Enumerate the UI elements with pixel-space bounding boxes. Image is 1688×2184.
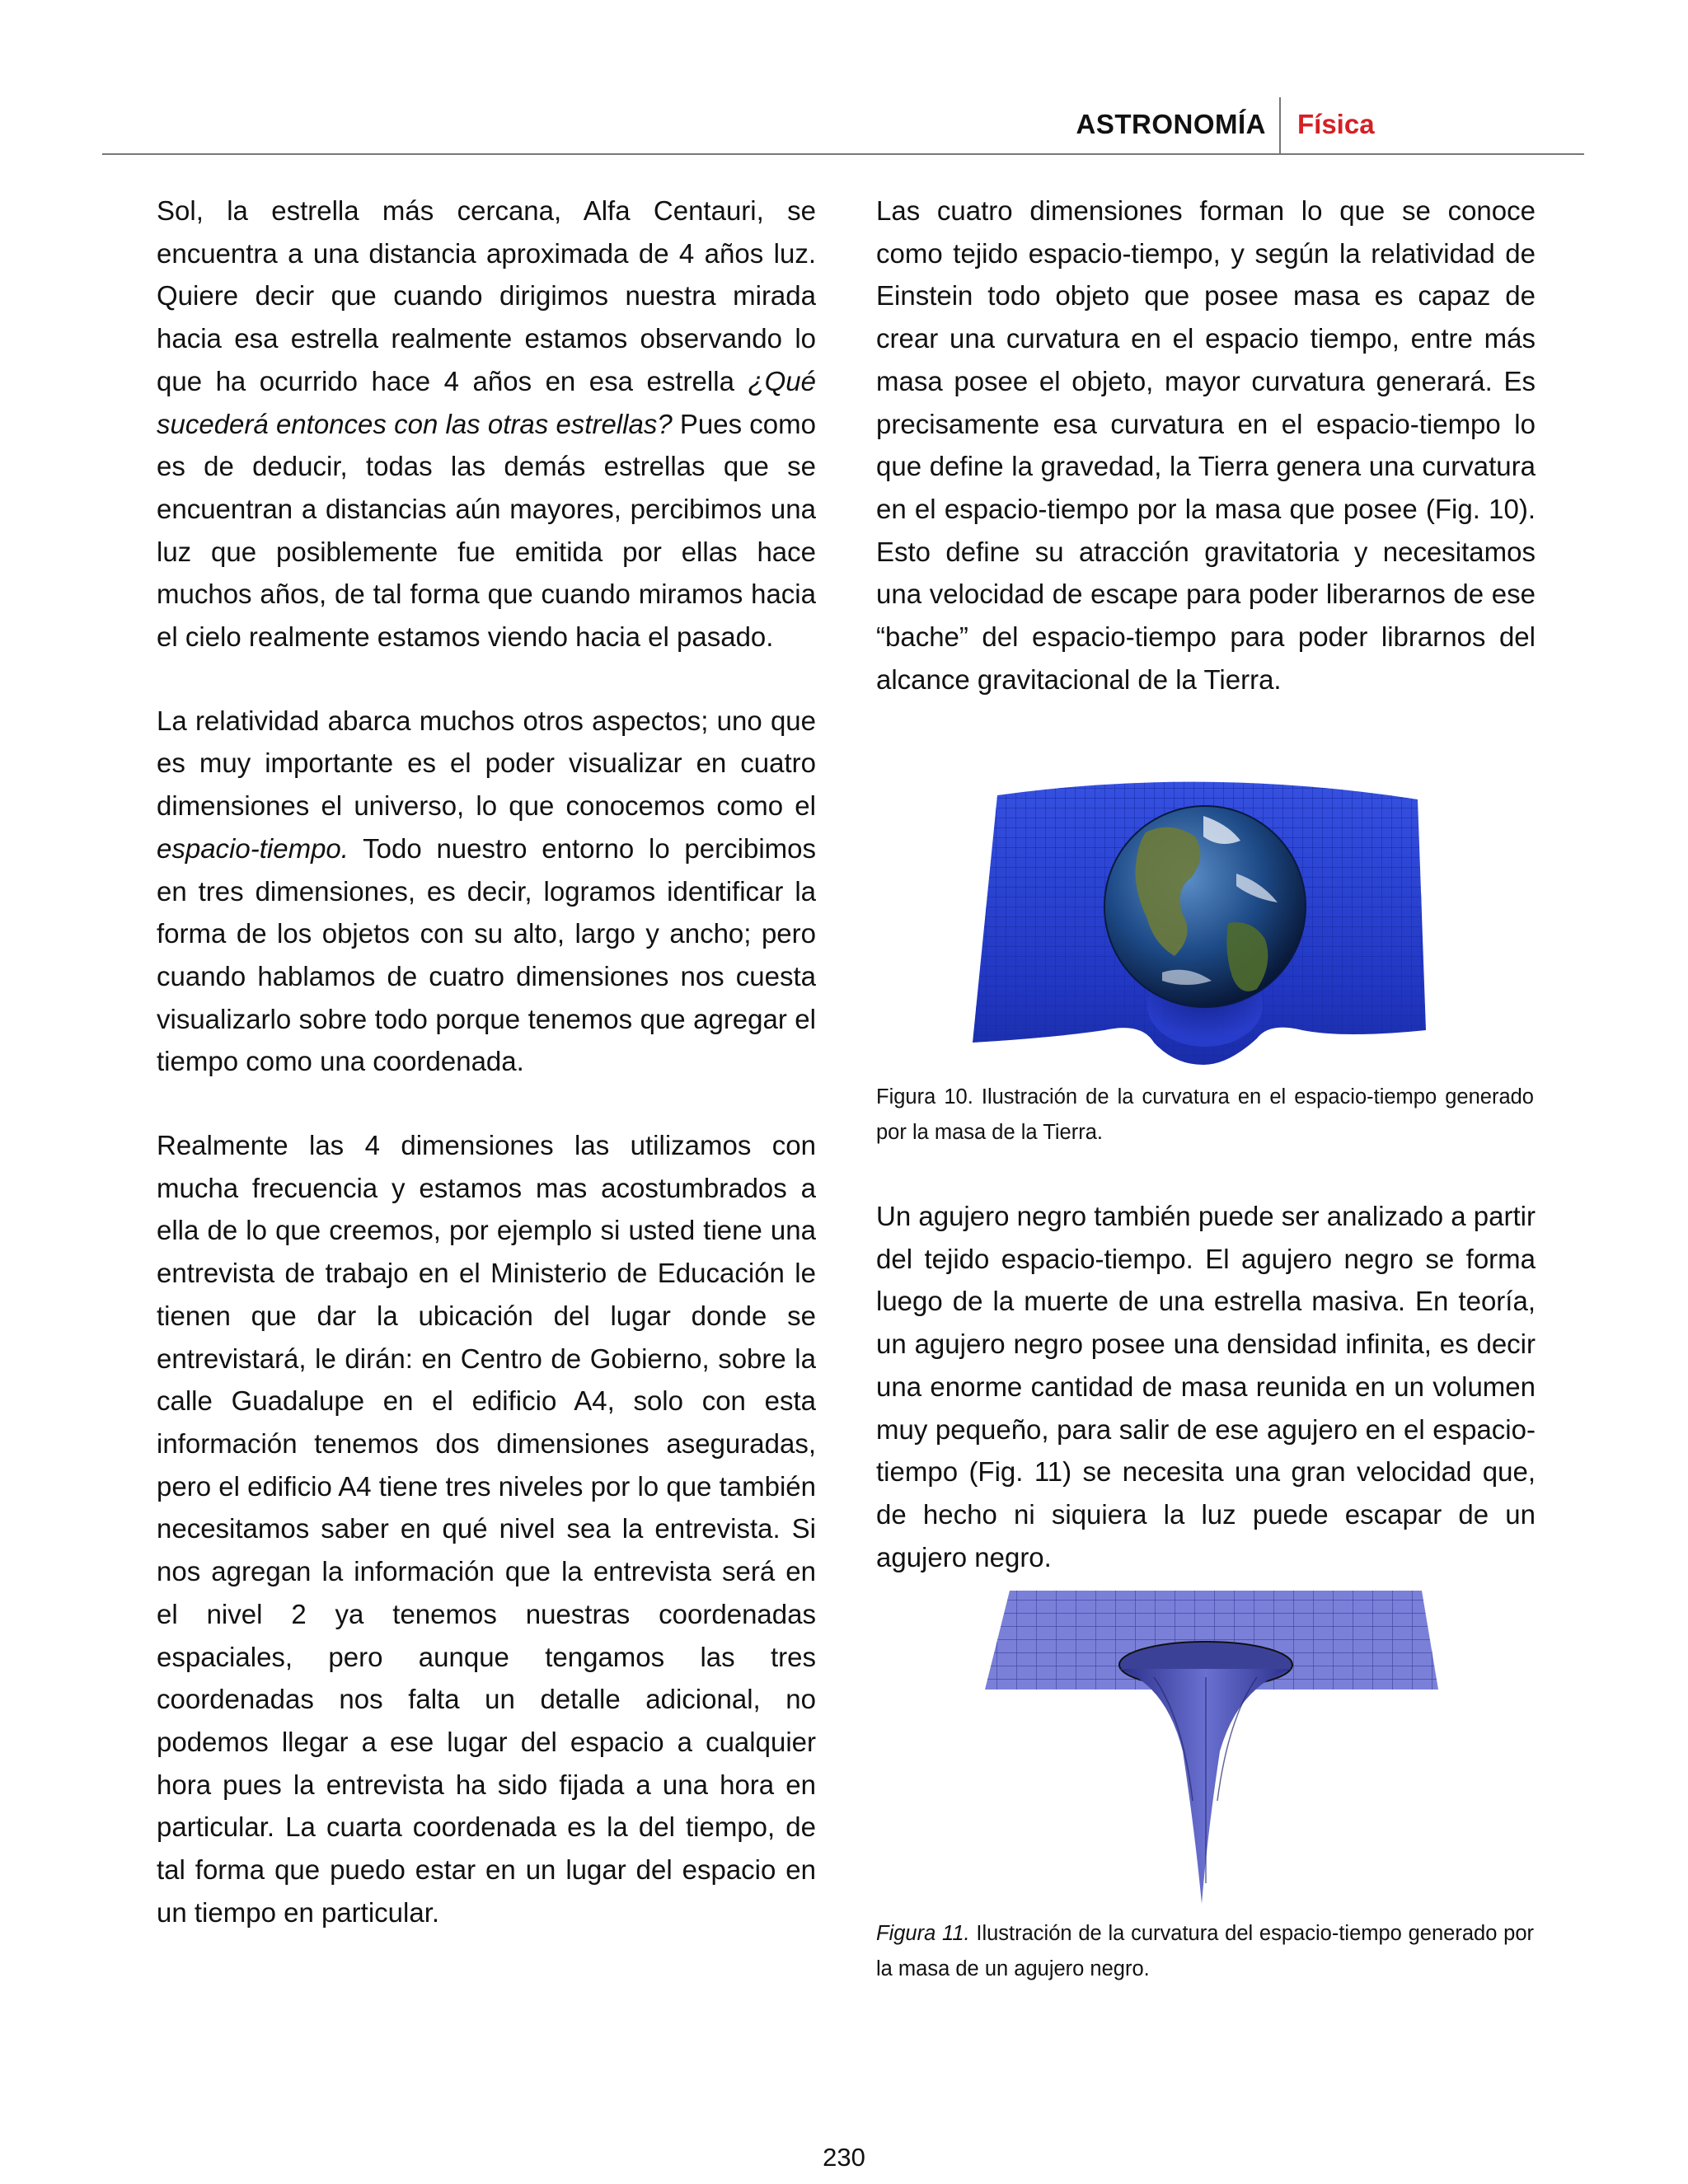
figure-10-earth-spacetime [956, 758, 1459, 1071]
figure-11-black-hole-spacetime [977, 1586, 1438, 1916]
paragraph-spacetime-fabric: Las cuatro dimensiones forman lo que se conoce como tejido espacio-tiempo, y según la relatividad de Einstein todo objeto que posee masa es capaz de crear una curvatura en el espacio tiempo, entre más masa posee el objeto, mayor curvatura generará. Es precisamente esa curvatura en el espacio-tiempo lo que define la gravedad, la Tierra genera una curvatura en el espacio-tiempo por la masa que posee (Fig. 10). Esto define su atracción gravitatoria y necesitamos una velocidad de escape para poder liberarnos de ese “bache” del espacio-tiempo para poder librarnos del alcance gravitacional de la Tierra. [876, 195, 1536, 695]
header-section: ASTRONOMÍA [1076, 109, 1266, 139]
question-italic: ¿Qué sucederá entonces con las otras estrellas? [157, 365, 816, 439]
paragraph-relativity: La relatividad abarca muchos otros aspectos; uno que es muy importante es el poder visualizar en cuatro dimensiones el universo, lo que conocemos como el espacio-tiempo. Todo nuestro entorno lo percibimos en tres dimensiones, es decir, logramos identificar la forma de los objetos con su alto, largo y ancho; pero cuando hablamos de cuatro dimensiones nos cuesta visualizarlo sobre todo porque tenemos que agregar el tiempo como una coordenada. [157, 705, 816, 1077]
paragraph-black-hole: Un agujero negro también puede ser analizado a partir del tejido espacio-tiempo. El agujero negro se forma luego de la muerte de una estrella masiva. En teoría, un agujero negro posee una densidad infinita, es decir una enorme cantidad de masa reunida en un volumen muy pequeño, para salir de ese agujero en el espacio-tiempo (Fig. 11) se necesita una gran velocidad que, de hecho ni siquiera la luz puede escapar de un agujero negro. [876, 1201, 1536, 1572]
header-topic: Física [1297, 109, 1375, 139]
page-number: 230 [823, 2143, 865, 2172]
paragraph-four-dimensions: Realmente las 4 dimensiones las utilizamos con mucha frecuencia y estamos mas acostumbrados a ella de lo que creemos, por ejemplo si usted tiene una entrevista de trabajo en el Ministerio de Educación le tienen que dar la ubicación del lugar donde se entrevistará, le dirán: en Centro de Gobierno, sobre la calle Guadalupe en el edificio A4, solo con esta información tenemos dos dimensiones aseguradas, pero el edificio A4 tiene tres niveles por lo que también necesitamos saber en qué nivel sea la entrevista. Si nos agregan la información que la entrevista será en el nivel 2 ya tenemos nuestras coordenadas espaciales, pero aunque tengamos las tres coordenadas nos falta un detalle adicional, no podemos llegar a ese lugar del espacio a cualquier hora pues la entrevista ha sido fijada a una hora en particular. La cuarta coordenada es la del tiempo, de tal forma que puedo estar en un lugar del espacio en un tiempo en particular. [157, 1130, 816, 1928]
header-divider [1279, 97, 1281, 153]
right-column-lower [876, 1195, 1536, 1578]
term-italic: espacio-tiempo. [157, 832, 349, 864]
figure-11-caption: Figura 11. Ilustración de la curvatura del espacio-tiempo generado por la masa de un agujero negro. [876, 1922, 1535, 1980]
earth-curvature-illustration [956, 758, 1459, 1071]
header-rule [102, 153, 1584, 155]
figure-11-label: Figura 11. [876, 1922, 970, 1945]
black-hole-curvature-illustration [977, 1586, 1438, 1916]
running-header [102, 91, 1584, 155]
left-column [157, 190, 816, 1933]
paragraph-distance-light: Sol, la estrella más cercana, Alfa Centauri, se encuentra a una distancia aproximada de 4 años luz. Quiere decir que cuando dirigimos nuestra mirada hacia esa estrella realmente estamos observando lo que ha ocurrido hace 4 años en esa estrella ¿Qué sucederá entonces con las otras estrellas? Pues como es de deducir, todas las demás estrellas que se encuentran a distancias aún mayores, percibimos una luz que posiblemente fue emitida por ellas hace muchos años, de tal forma que cuando miramos hacia el cielo realmente estamos viendo hacia el pasado. [157, 195, 816, 653]
figure-10-caption: Figura 10. Ilustración de la curvatura en el espacio-tiempo generado por la masa de la Tierra. [876, 1085, 1534, 1144]
right-column [876, 190, 1536, 701]
